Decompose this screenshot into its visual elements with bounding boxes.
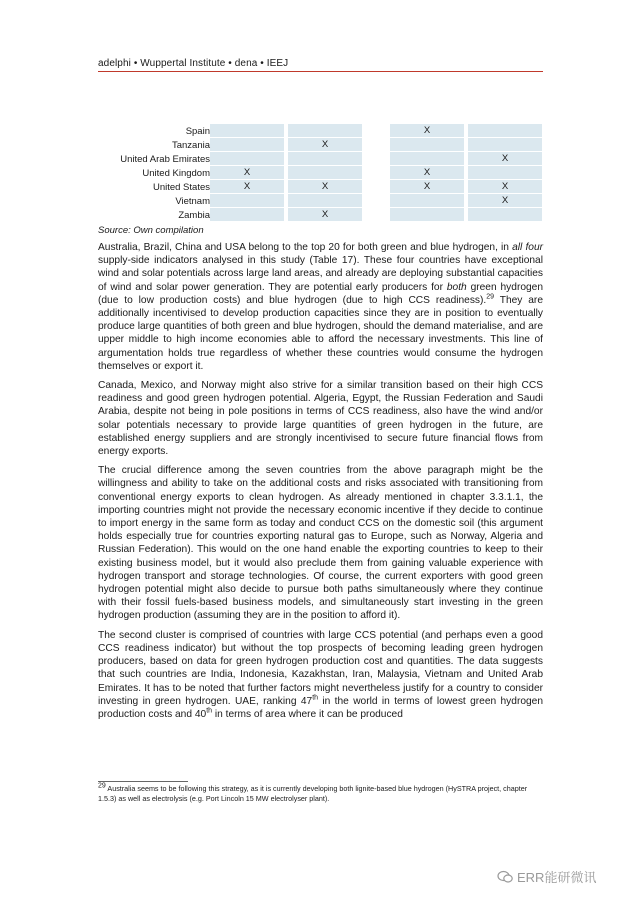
indicator-cell: X bbox=[210, 180, 288, 194]
table-gap bbox=[362, 124, 390, 138]
paragraph-2: Canada, Mexico, and Norway might also strive for a similar transition based on their high CCS readiness and good green hydrogen potential. Algeria, Egypt, the Russian Federation and Saudi Arabia, despite not being in pole positions in terms of CCS readiness, also have the wind and/or solar potentials necessary to provide large quantities of green hydrogen in the future, are established energy suppliers and are strongly incentivised to secure future financial flows from energy exports. bbox=[98, 380, 543, 458]
country-matrix-table bbox=[98, 124, 542, 222]
indicator-cell bbox=[468, 208, 542, 222]
country-name: United States bbox=[152, 181, 210, 193]
table-row bbox=[98, 180, 542, 194]
indicator-cell bbox=[390, 194, 468, 208]
table-gap bbox=[362, 208, 390, 222]
indicator-cell: X bbox=[390, 180, 468, 194]
indicator-cell: X bbox=[468, 152, 542, 166]
watermark bbox=[497, 867, 596, 886]
country-name: Tanzania bbox=[171, 139, 210, 151]
table-row bbox=[98, 124, 542, 138]
indicator-cell bbox=[288, 152, 362, 166]
indicator-cell: X bbox=[288, 180, 362, 194]
indicator-cell bbox=[390, 152, 468, 166]
footnote: $^{29}$ Australia seems to be following this strategy, as it is currently developing both lignite-based blue hydrogen (HySTRA project, chapter 1.5.3) as well as electrolysis (e.g. Port Lincoln 15 MW electrolyser plant). bbox=[98, 782, 528, 803]
indicator-cell bbox=[210, 138, 288, 152]
indicator-cell: X bbox=[468, 180, 542, 194]
country-name: Zambia bbox=[178, 209, 210, 221]
indicator-cell: X bbox=[390, 166, 468, 180]
country-name: Spain bbox=[185, 125, 210, 137]
indicator-cell bbox=[210, 208, 288, 222]
indicator-cell bbox=[288, 166, 362, 180]
indicator-cell bbox=[210, 124, 288, 138]
indicator-cell: X bbox=[288, 138, 362, 152]
header-rule bbox=[98, 71, 543, 72]
indicator-cell: X bbox=[210, 166, 288, 180]
country-name: United Arab Emirates bbox=[120, 153, 210, 165]
indicator-cell bbox=[468, 166, 542, 180]
indicator-cell: X bbox=[390, 124, 468, 138]
body-text bbox=[98, 241, 543, 727]
indicator-cell bbox=[390, 208, 468, 222]
paragraph-4: The second cluster is comprised of countries with large CCS potential (and perhaps even a good CCS readiness indicator) but without the top prospects of becoming leading green hydrogen producers, based on data for green hydrogen production cost and quantities. The data suggests that such countries are India, Indonesia, Kazakhstan, Iran, Malaysia, Vietnam and United Arab Emirates. It has to be noted that further factors might nevertheless justify for a country to consider investing in green hydrogen. UAE, ranking 47th in the world in terms of lowest green hydrogen production costs and 40th in terms of area where it can be produced bbox=[98, 629, 544, 720]
indicator-cell: X bbox=[288, 208, 362, 222]
indicator-cell: X bbox=[468, 194, 542, 208]
paragraph-1: Australia, Brazil, China and USA belong to the top 20 for both green and blue hydrogen, in all four supply-side indicators analysed in this study (Table 17). These four countries have exceptional wind and solar potentials across large land areas, and already are deploying substantial capacities of wind and solar power generation. They are potential early producers for both green hydrogen (due to low production costs) and blue hydrogen (due to high CCS readiness).$^{29}$ They are additionally incentivised to develop production capacities since they are in position to eventually produce large quantities of both green and blue hydrogen, should the demand materialise, and are upper middle to high income economies able to afford the necessary investments. This line of argumentation holds true regardless of whether these countries would consume the hydrogen themselves or export it. bbox=[98, 242, 544, 372]
footnote-rule bbox=[98, 781, 188, 782]
page-header: adelphi • Wuppertal Institute • dena • IEEJ bbox=[98, 58, 289, 69]
table-row bbox=[98, 166, 542, 180]
indicator-cell bbox=[210, 194, 288, 208]
country-name: Vietnam bbox=[175, 195, 210, 207]
table-gap bbox=[362, 138, 390, 152]
table-source: Source: Own compilation bbox=[98, 225, 204, 236]
footnote-number: 29 bbox=[98, 782, 106, 790]
indicator-cell bbox=[210, 152, 288, 166]
table-row bbox=[98, 208, 542, 222]
table-gap bbox=[362, 194, 390, 208]
table-row bbox=[98, 194, 542, 208]
watermark-text: ERR能研微讯 bbox=[517, 870, 597, 885]
wechat-icon bbox=[497, 870, 513, 884]
country-name: United Kingdom bbox=[142, 167, 210, 179]
indicator-cell bbox=[288, 194, 362, 208]
footnote-ref[interactable]: 29 bbox=[486, 293, 495, 301]
paragraph-3: The crucial difference among the seven countries from the above paragraph might be the willingness and ability to take on the additional costs and risks associated with transitioning from conventional energy exports to clean hydrogen. As already mentioned in chapter 3.3.1.1, the importing countries might not provide the necessary economic incentive if they decide to continue to import energy in the same form as today and conduct CCS on the domestic soil (this argument holds especially true for countries exporting natural gas to Europe, such as Norway, Algeria and Russian Federation). This would on the one hand enable the exporting countries to keep to their existing business model, but it would also preclude them from gaining valuable experience with hydrogen transport and storage technologies. Of course, the current exporters with good green hydrogen potential might also decide to pursue both paths simultaneously where they continue with their fossil fuels-based business models, and simultaneously start investing in the green hydrogen production (assuming they are in the position to afford it). bbox=[98, 465, 543, 622]
table-gap bbox=[362, 166, 390, 180]
table-gap bbox=[362, 152, 390, 166]
table-gap bbox=[362, 180, 390, 194]
indicator-cell bbox=[288, 124, 362, 138]
indicator-cell bbox=[390, 138, 468, 152]
table-row bbox=[98, 152, 542, 166]
indicator-cell bbox=[468, 124, 542, 138]
table-row bbox=[98, 138, 542, 152]
indicator-cell bbox=[468, 138, 542, 152]
